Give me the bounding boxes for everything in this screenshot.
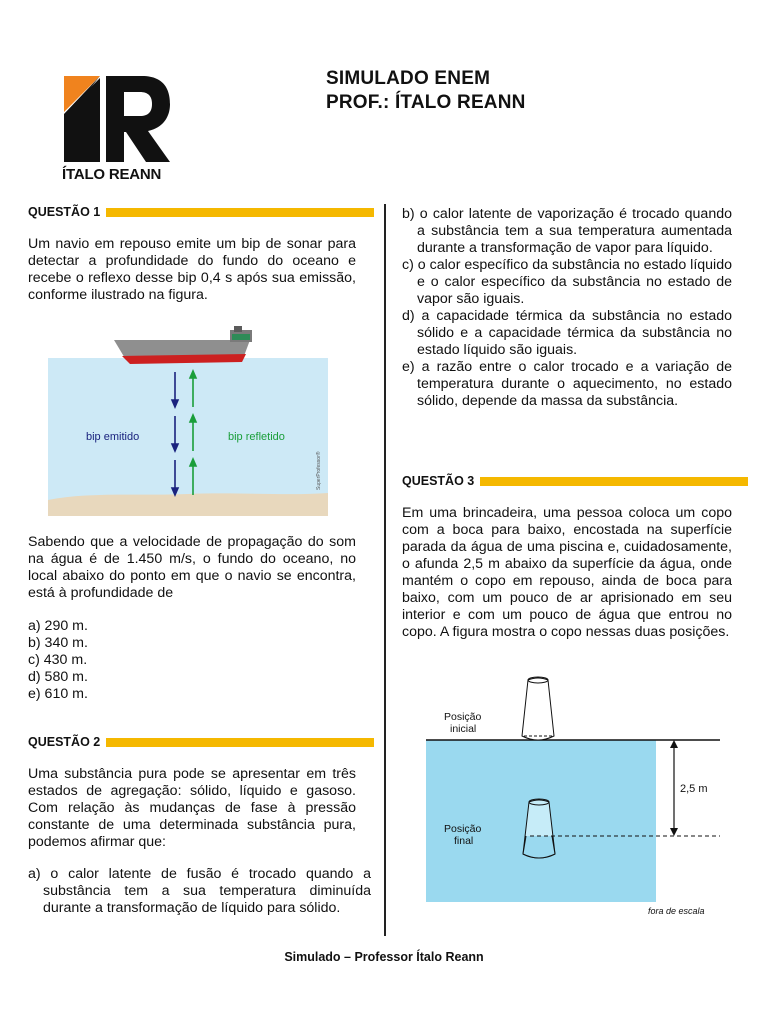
page-subtitle: PROF.: ÍTALO REANN <box>326 92 526 113</box>
label-initial-line2: inicial <box>450 723 477 735</box>
label-initial-line1: Posição <box>444 711 482 723</box>
column-divider <box>384 204 386 936</box>
option-c[interactable]: c) o calor específico da substância no estado líquido e o calor específico da substância no estado de vapor são iguais. <box>402 257 732 307</box>
label-bip-reflected: bip refletido <box>228 431 285 443</box>
question-2-label: QUESTÃO 2 <box>28 735 101 749</box>
option-d[interactable]: d) a capacidade térmica da substância no estado sólido e a capacidade térmica da substância no estado líquido são iguais. <box>402 308 732 358</box>
question-3-label: QUESTÃO 3 <box>402 474 475 488</box>
question-3-intro: Em uma brincadeira, uma pessoa coloca um copo com a boca para baixo, encostada na superfície parada da água de uma piscina e, cuidadosamente, o afunda 2,5 m abaixo da superfície da água, onde mantém o copo em repouso, ainda de boca para baixo, com um pouco de ar aprisionado em seu interior e com um pouco de água que entrou no copo. A figura mostra o copo nessas duas posições. <box>402 505 732 640</box>
sonar-figure <box>48 318 330 516</box>
option-d[interactable]: d) 580 m. <box>28 669 88 685</box>
option-a[interactable]: a) o calor latente de fusão é trocado quando a substância tem a sua temperatura diminuída durante a transformação de líquido para sólido. <box>28 866 371 916</box>
question-3-header <box>402 473 748 489</box>
logo-caption: ÍTALO REANN <box>62 166 162 183</box>
question-1-header <box>28 204 374 220</box>
page-title: SIMULADO ENEM <box>326 68 491 89</box>
accent-bar <box>106 208 374 217</box>
question-1-options <box>28 618 356 703</box>
option-e[interactable]: e) 610 m. <box>28 686 88 702</box>
option-b[interactable]: b) o calor latente de vaporização é trocado quando a substância tem a sua temperatura aumentada durante a transformação de vapor para líquido. <box>402 206 732 256</box>
option-b[interactable]: b) 340 m. <box>28 635 88 651</box>
option-a[interactable]: a) 290 m. <box>28 618 88 634</box>
label-scale-note: fora de escala <box>648 906 705 916</box>
question-1-intro: Um navio em repouso emite um bip de sonar para detectar a profundidade do fundo do oceano e recebe o reflexo desse bip 0,4 s após sua emissão, conforme ilustrado na figura. <box>28 236 356 303</box>
question-1-label: QUESTÃO 1 <box>28 205 101 219</box>
question-2-options-continued <box>402 206 732 410</box>
label-final-line1: Posição <box>444 823 482 835</box>
label-final-line2: final <box>454 835 474 847</box>
label-depth: 2,5 m <box>680 783 708 795</box>
label-bip-emitted: bip emitido <box>86 431 140 443</box>
page-footer: Simulado – Professor Ítalo Reann <box>284 950 484 964</box>
question-2-intro: Uma substância pura pode se apresentar em três estados de agregação: sólido, líquido e gasoso. Com relação às mudanças de fase à pressão constante de uma determinada substância pura, podemos afirmar que: <box>28 766 356 850</box>
option-c[interactable]: c) 430 m. <box>28 652 88 668</box>
option-e[interactable]: e) a razão entre o calor trocado e a variação de temperatura durante o aquecimento, no estado sólido, depende da massa da substância. <box>402 359 732 409</box>
question-1-text: Sabendo que a velocidade de propagação do som na água é de 1.450 m/s, o fundo do oceano, no local abaixo do ponto em que o navio se encontra, está à profundidade de <box>28 534 356 601</box>
cup-figure <box>420 670 730 920</box>
accent-bar <box>480 477 748 486</box>
accent-bar <box>106 738 374 747</box>
question-2-header <box>28 734 374 750</box>
figure-credit: SuperProfessor® <box>316 451 322 490</box>
